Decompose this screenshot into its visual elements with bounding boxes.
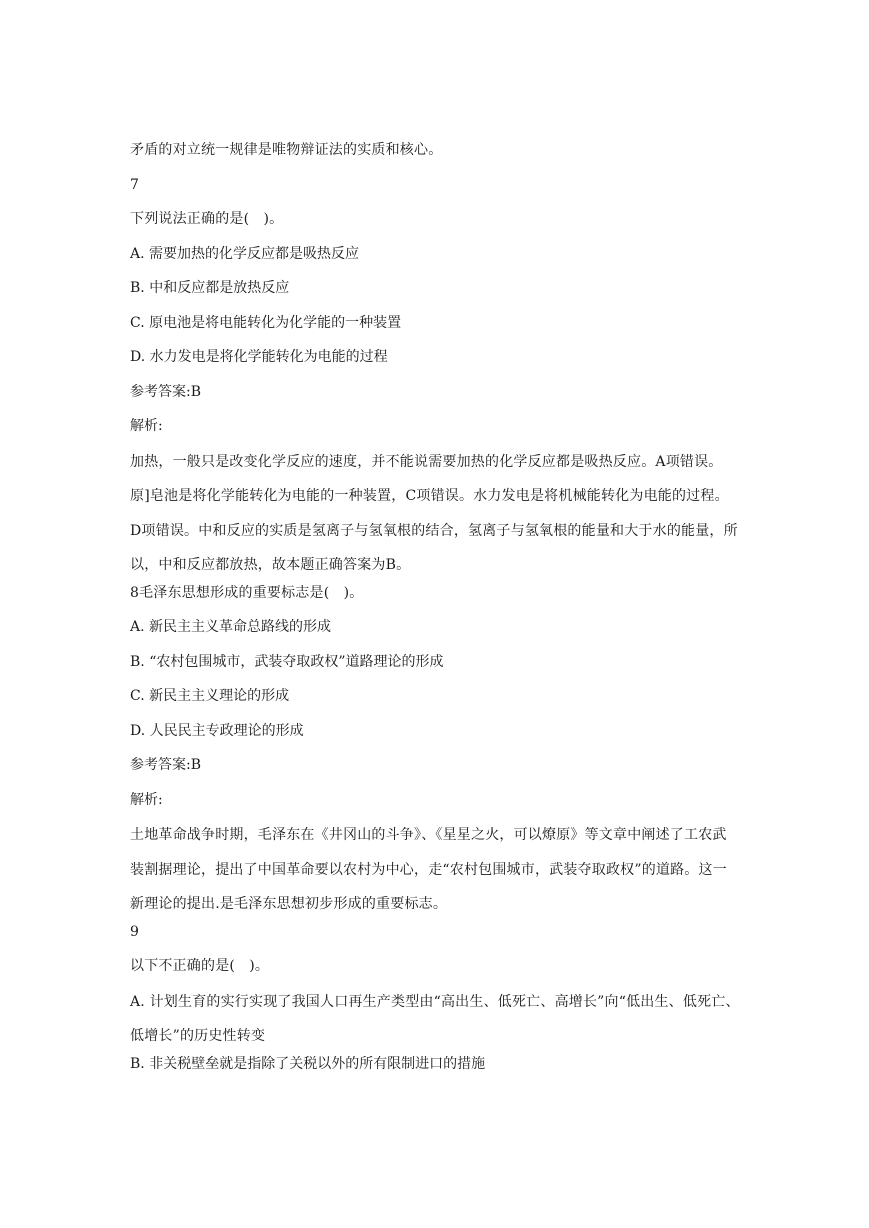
option-a: A. 需要加热的化学反应都是吸热反应 [130, 245, 360, 262]
option-b: B. 非关税壁垒就是指除了关税以外的所有限制进口的措施 [130, 1055, 486, 1072]
reference-answer: 参考答案:B [130, 757, 202, 773]
option-c: C. 新民主主义理论的形成 [130, 688, 290, 704]
question-stem: 下列说法正确的是( )。 [130, 211, 284, 227]
option-b: B. 中和反应都是放热反应 [130, 280, 290, 296]
option-a: A. 新民主主义革命总路线的形成 [130, 619, 332, 635]
text-line: 矛盾的对立统一规律是唯物辩证法的实质和核心。 [130, 142, 443, 158]
option-b: B. “农村包围城市，武装夺取政权”道路理论的形成 [130, 653, 444, 670]
question-number: 9 [130, 923, 140, 940]
question-stem: 8毛泽东思想形成的重要标志是( )。 [130, 584, 364, 601]
analysis-paragraph: 加热，一般只是改变化学反应的速度，并不能说需要加热的化学反应都是吸热反应。A项错误。原]皂池是将化学能转化为电能的一种装置，C项错误。水力发电是将机械能转化为电能的过程。D项错误。中和反应的实质是氢离子与氢氧根的结合，氢离子与氢氧根的能量和大于水的能量，所以，中和反应都放热，故本题正确答案为B。 [130, 453, 738, 573]
reference-answer: 参考答案:B [130, 383, 202, 400]
option-a: A. 计划生育的实行实现了我国人口再生产类型由“高出生、低死亡、高增长”向“低出生、低死亡、低增长”的历史性转变 [130, 993, 740, 1044]
analysis-paragraph: 土地革命战争时期，毛泽东在《井冈山的斗争》、《星星之火，可以燎原》等文章中阐述了工农武装割据理论，提出了中国革命要以农村为中心，走“农村包围城市，武装夺取政权”的道路。这一新理论的提出.是毛泽东思想初步形成的重要标志。 [130, 827, 727, 912]
option-d: D. 人民民主专政理论的形成 [130, 722, 304, 739]
option-c: C. 原电池是将电能转化为化学能的一种装置 [130, 314, 402, 331]
document-body [130, 140, 740, 1074]
analysis-label: 解析: [130, 791, 163, 808]
option-d: D. 水力发电是将化学能转化为电能的过程 [130, 349, 388, 365]
question-number: 7 [130, 176, 140, 193]
question-stem: 以下不正确的是( )。 [130, 958, 270, 974]
analysis-label: 解析: [130, 418, 163, 434]
